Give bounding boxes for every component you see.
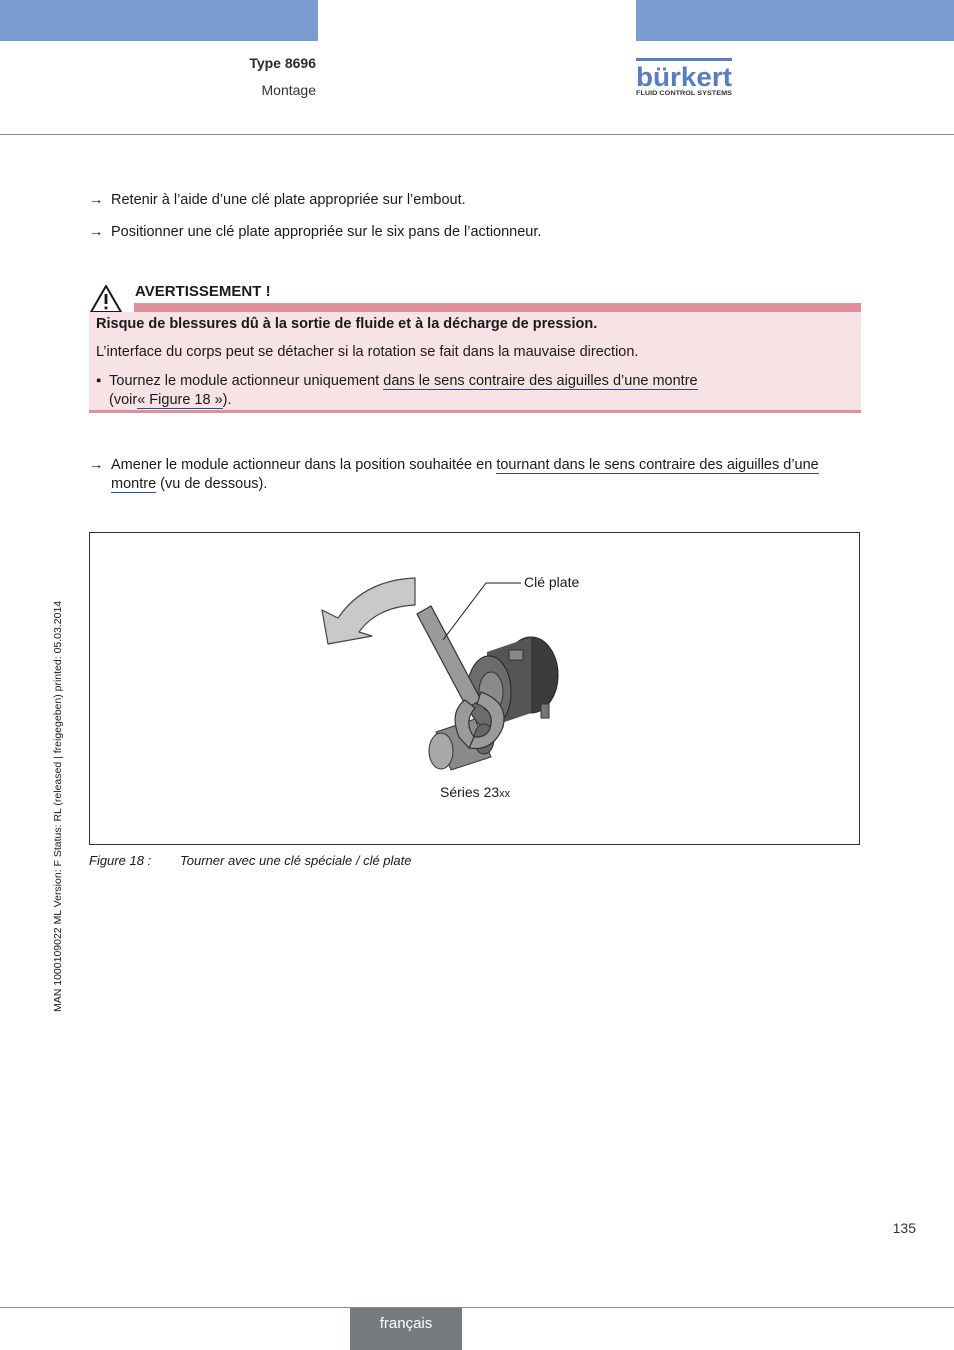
label-series: Séries 23xx bbox=[440, 784, 511, 800]
rotation-direction-link-cont[interactable]: montre bbox=[111, 476, 157, 492]
header-divider bbox=[0, 134, 954, 135]
label-leader-line bbox=[443, 583, 521, 640]
header-bar-left bbox=[0, 0, 318, 41]
warning-box bbox=[89, 312, 861, 413]
warning-bullet: ▪ Tournez le module actionneur uniquement dans le sens contraire des aiguilles d’une montre bbox=[96, 373, 698, 389]
step-position-wrench: → Positionner une clé plate appropriée sur le six pans de l’actionneur. bbox=[89, 224, 542, 240]
step-rotate-actuator: → Amener le module actionneur dans la position souhaitée en tournant dans le sens contraire des aiguilles d’une montre (vu de dessous). bbox=[89, 457, 819, 492]
bullet-icon: ▪ bbox=[96, 373, 102, 389]
footer-divider bbox=[0, 1307, 954, 1308]
label-flat-wrench: Clé plate bbox=[524, 574, 580, 590]
page-number: 135 bbox=[892, 1220, 916, 1236]
warning-figure-ref: (voir« Figure 18 »). bbox=[109, 392, 232, 408]
actuator-module bbox=[467, 637, 558, 728]
step-hold-wrench: → Retenir à l’aide d’une clé plate appropriée sur l’embout. bbox=[89, 192, 466, 208]
figure-caption-text: Tourner avec une clé spéciale / clé plate bbox=[180, 853, 412, 868]
figure-18-link[interactable]: « Figure 18 » bbox=[137, 392, 223, 408]
arrow-right-icon: → bbox=[89, 192, 104, 208]
arrow-right-icon: → bbox=[89, 224, 104, 240]
svg-text:FLUID CONTROL SYSTEMS: FLUID CONTROL SYSTEMS bbox=[636, 91, 732, 97]
svg-text:bürkert: bürkert bbox=[636, 62, 733, 92]
header-bar-right bbox=[636, 0, 954, 41]
section-title: Montage bbox=[261, 82, 316, 98]
warning-title-bar bbox=[134, 303, 861, 312]
rotation-arrow-icon bbox=[322, 578, 415, 644]
burkert-logo bbox=[636, 58, 736, 98]
warning-detail: L’interface du corps peut se détacher si la rotation se fait dans la mauvaise direction. bbox=[96, 344, 639, 360]
warning-direction-link[interactable]: dans le sens contraire des aiguilles d’une montre bbox=[383, 373, 698, 389]
warning-triangle-icon bbox=[89, 284, 123, 314]
warning-risk: Risque de blessures dû à la sortie de fluide et à la décharge de pression. bbox=[96, 316, 598, 332]
figure-caption-number: Figure 18 : bbox=[89, 853, 152, 868]
document-meta-vertical: MAN 1000109022 ML Version: F Status: RL (released | freigegeben) printed: 05.03.2014 bbox=[52, 600, 64, 1012]
arrow-right-icon: → bbox=[89, 457, 104, 473]
document-type: Type 8696 bbox=[249, 55, 316, 71]
warning-title: AVERTISSEMENT ! bbox=[135, 283, 271, 300]
rotation-direction-link[interactable]: tournant dans le sens contraire des aiguilles d’une bbox=[496, 457, 819, 473]
language-tab[interactable]: français bbox=[350, 1308, 462, 1350]
